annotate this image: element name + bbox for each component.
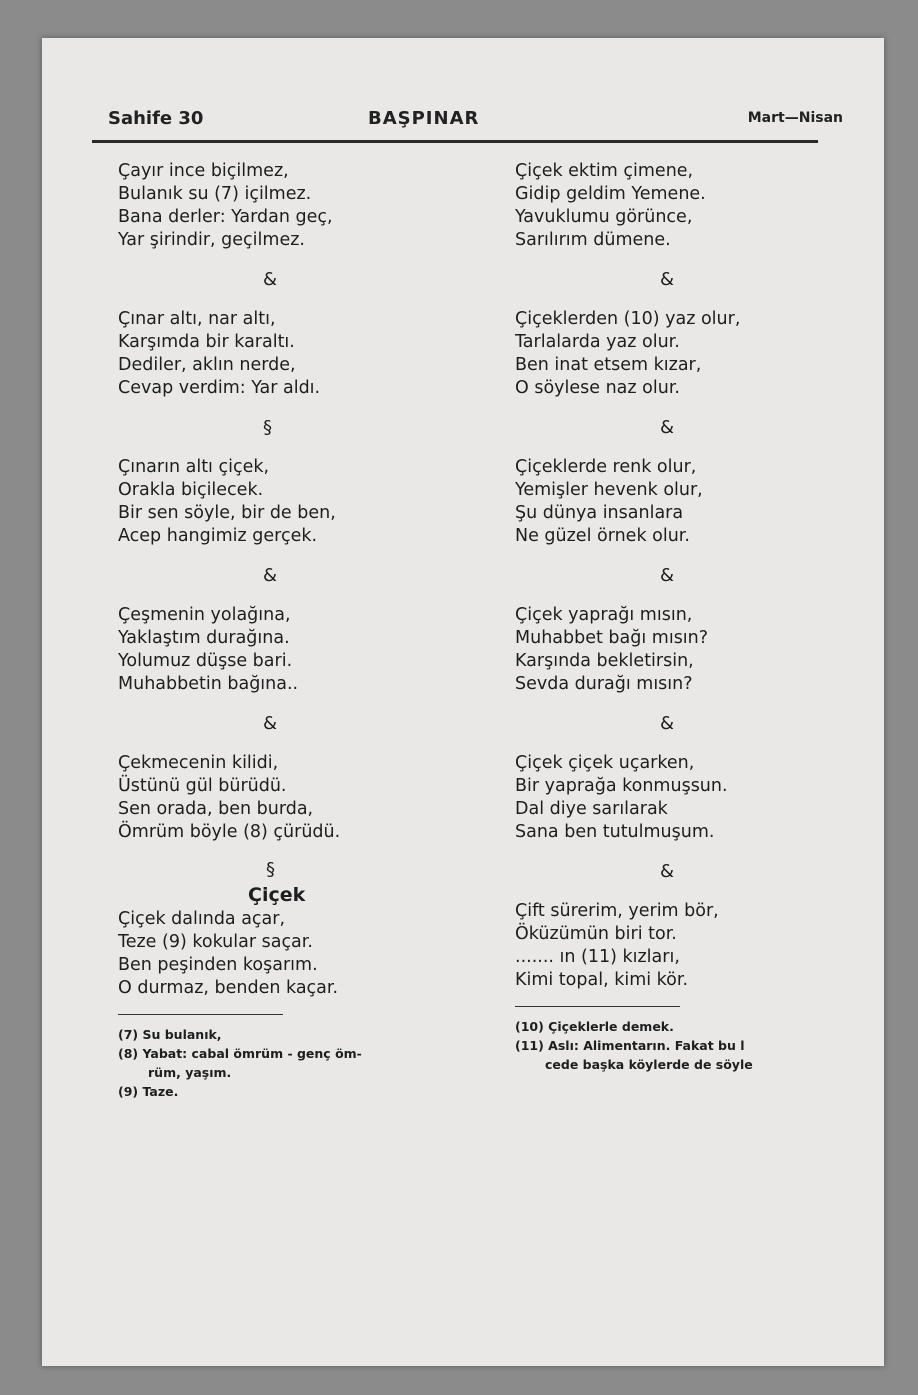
verse-line: Üstünü gül bürüdü. (118, 776, 287, 796)
verse-line: Çift sürerim, yerim bör, (515, 901, 719, 921)
stanza (118, 308, 448, 400)
verse-line: Öküzümün biri tor. (515, 924, 677, 944)
verse-line: ....... ın (11) kızları, (515, 947, 680, 967)
verse-line: Tarlalarda yaz olur. (515, 332, 680, 352)
footnote: (9) Taze. (118, 1084, 179, 1099)
footnote: (7) Su bulanık, (118, 1027, 222, 1042)
stanza (515, 604, 845, 696)
header-rule (92, 140, 818, 143)
verse-line: Muhabbetin bağına.. (118, 674, 299, 694)
verse-line: Yolumuz düşse bari. (118, 651, 293, 671)
verse-line: Çekmecenin kilidi, (118, 753, 279, 773)
stanza (515, 308, 845, 400)
issue-date: Mart—Nisan (747, 110, 843, 126)
verse-line: Ne güzel örnek olur. (515, 526, 690, 546)
verse-line: Çiçek çiçek uçarken, (515, 753, 695, 773)
verse-line: O durmaz, benden kaçar. (118, 978, 339, 998)
verse-line: Karşımda bir karaltı. (118, 332, 295, 352)
verse-line: Ben peşinden koşarım. (118, 955, 318, 975)
stanza (118, 604, 448, 696)
stanza (515, 456, 845, 548)
verse-line: Çınar altı, nar altı, (118, 309, 276, 329)
verse-line: Orakla biçilecek. (118, 480, 264, 500)
verse-line: Çiçek dalında açar, (118, 909, 286, 929)
stanza-separator: & (263, 269, 278, 290)
verse-line: Çiçeklerde renk olur, (515, 457, 697, 477)
footnote: (10) Çiçeklerle demek. (515, 1019, 674, 1034)
stanza (118, 160, 448, 252)
verse-line: Karşında bekletirsin, (515, 651, 694, 671)
verse-line: Bir yaprağa konmuşsun. (515, 776, 728, 796)
right-column (515, 160, 845, 1074)
journal-title: BAŞPINAR (368, 108, 480, 129)
verse-line: Bana derler: Yardan geç, (118, 207, 333, 227)
stanza (515, 900, 845, 992)
verse-line: Yemişler hevenk olur, (515, 480, 703, 500)
footnote-rule (118, 1014, 283, 1015)
verse-line: Bulanık su (7) içilmez. (118, 184, 312, 204)
verse-line: Bir sen söyle, bir de ben, (118, 503, 336, 523)
stanza-separator: § (263, 417, 272, 438)
verse-line: Cevap verdim: Yar aldı. (118, 378, 321, 398)
verse-line: Yavuklumu görünce, (515, 207, 693, 227)
stanza-separator: & (263, 565, 278, 586)
stanza (118, 456, 448, 548)
page-number: Sahife 30 (108, 108, 204, 129)
verse-line: Dal diye sarılarak (515, 799, 668, 819)
footnote: (11) Aslı: Alimentarın. Fakat bu l (515, 1038, 745, 1053)
section-symbol: § (266, 859, 275, 880)
stanza (515, 160, 845, 252)
verse-line: Sen orada, ben burda, (118, 799, 314, 819)
stanza-separator: & (660, 861, 675, 882)
stanza-separator: & (660, 269, 675, 290)
verse-line: Şu dünya insanlara (515, 503, 684, 523)
verse-line: Sarılırım dümene. (515, 230, 671, 250)
verse-line: Sana ben tutulmuşum. (515, 822, 715, 842)
verse-line: Çiçek yaprağı mısın, (515, 605, 693, 625)
stanza-separator: & (263, 713, 278, 734)
verse-line: Sevda durağı mısın? (515, 674, 693, 694)
verse-line: Ben inat etsem kızar, (515, 355, 702, 375)
stanza-separator: & (660, 417, 675, 438)
page-header (108, 108, 843, 138)
verse-line: Yaklaştım durağına. (118, 628, 290, 648)
verse-line: Acep hangimiz gerçek. (118, 526, 318, 546)
verse-line: Ömrüm böyle (8) çürüdü. (118, 822, 341, 842)
verse-line: Çayır ince biçilmez, (118, 161, 289, 181)
footnote: (8) Yabat: cabal ömrüm - genç öm- (118, 1046, 362, 1061)
verse-line: Gidip geldim Yemene. (515, 184, 706, 204)
verse-line: Yar şirindir, geçilmez. (118, 230, 305, 250)
verse-line: Muhabbet bağı mısın? (515, 628, 709, 648)
verse-line: O söylese naz olur. (515, 378, 680, 398)
footnote: rüm, yaşım. (148, 1065, 232, 1080)
verse-line: Teze (9) kokular saçar. (118, 932, 313, 952)
stanza (118, 752, 448, 844)
stanza-separator: & (660, 565, 675, 586)
stanza (515, 752, 845, 844)
verse-line: Çeşmenin yolağına, (118, 605, 291, 625)
verse-line: Dediler, aklın nerde, (118, 355, 296, 375)
section-heading: Çiçek (248, 884, 306, 906)
stanza-separator: & (660, 713, 675, 734)
stanza (118, 908, 448, 1000)
left-column (118, 160, 448, 1101)
verse-line: Çiçeklerden (10) yaz olur, (515, 309, 741, 329)
verse-line: Çiçek ektim çimene, (515, 161, 694, 181)
verse-line: Kimi topal, kimi kör. (515, 970, 689, 990)
footnote-rule (515, 1006, 680, 1007)
verse-line: Çınarın altı çiçek, (118, 457, 270, 477)
footnote: cede başka köylerde de söyle (545, 1057, 753, 1072)
